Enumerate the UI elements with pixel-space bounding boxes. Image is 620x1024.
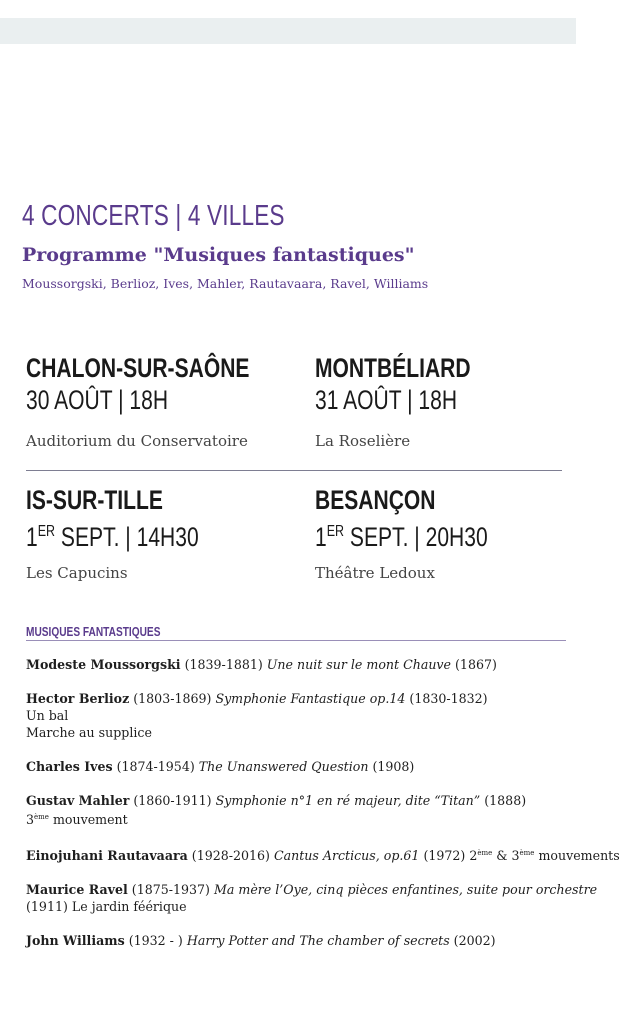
top-banner-bar xyxy=(0,18,576,44)
work-williams: John Williams (1932 - ) Harry Potter and The chamber of secrets (2002) xyxy=(26,933,496,948)
program-title: Programme "Musiques fantastiques" xyxy=(22,244,415,266)
work-moussorgski: Modeste Moussorgski (1839-1881) Une nuit sur le mont Chauve (1867) xyxy=(26,657,497,672)
venue-place: Les Capucins xyxy=(26,564,128,582)
composers-list: Moussorgski, Berlioz, Ives, Mahler, Rautavaara, Ravel, Williams xyxy=(22,276,429,291)
program-heading-rule xyxy=(26,640,566,641)
venue-date: 1ER SEPT. | 20H30 xyxy=(315,522,488,552)
venue-place: La Roselière xyxy=(315,432,411,450)
venue-is-sur-tille xyxy=(26,484,296,582)
venue-city: BESANÇON xyxy=(315,485,436,515)
venue-city: IS-SUR-TILLE xyxy=(26,485,163,515)
work-mahler: Gustav Mahler (1860-1911) Symphonie n°1 en ré majeur, dite “Titan” (1888) 3ème mouvement xyxy=(26,793,527,827)
program-works-list xyxy=(26,656,620,966)
venue-city: MONTBÉLIARD xyxy=(315,353,471,383)
venue-date: 30 AOÛT | 18H xyxy=(26,385,169,415)
venues-divider xyxy=(26,470,562,471)
work-rautavaara: Einojuhani Rautavaara (1928-2016) Cantus Arcticus, op.61 (1972) 2ème & 3ème mouvements xyxy=(26,848,620,863)
work-berlioz: Hector Berlioz (1803-1869) Symphonie Fantastique op.14 (1830-1832) Un bal Marche au supplice xyxy=(26,691,488,740)
venue-besancon xyxy=(315,484,585,582)
work-ives: Charles Ives (1874-1954) The Unanswered Question (1908) xyxy=(26,759,415,774)
venue-city: CHALON-SUR-SAÔNE xyxy=(26,353,250,383)
venue-date: 31 AOÛT | 18H xyxy=(315,385,458,415)
venue-date: 1ER SEPT. | 14H30 xyxy=(26,522,199,552)
concerts-headline: 4 CONCERTS | 4 VILLES xyxy=(22,200,285,232)
venue-montbeliard xyxy=(315,352,585,450)
program-heading: MUSIQUES FANTASTIQUES xyxy=(26,624,161,639)
venue-place: Théâtre Ledoux xyxy=(315,564,435,582)
venue-place: Auditorium du Conservatoire xyxy=(26,432,248,450)
work-ravel: Maurice Ravel (1875-1937) Ma mère l’Oye, cinq pièces enfantines, suite pour orchestre (1911) Le jardin féérique xyxy=(26,882,598,914)
venue-chalon xyxy=(26,352,296,450)
